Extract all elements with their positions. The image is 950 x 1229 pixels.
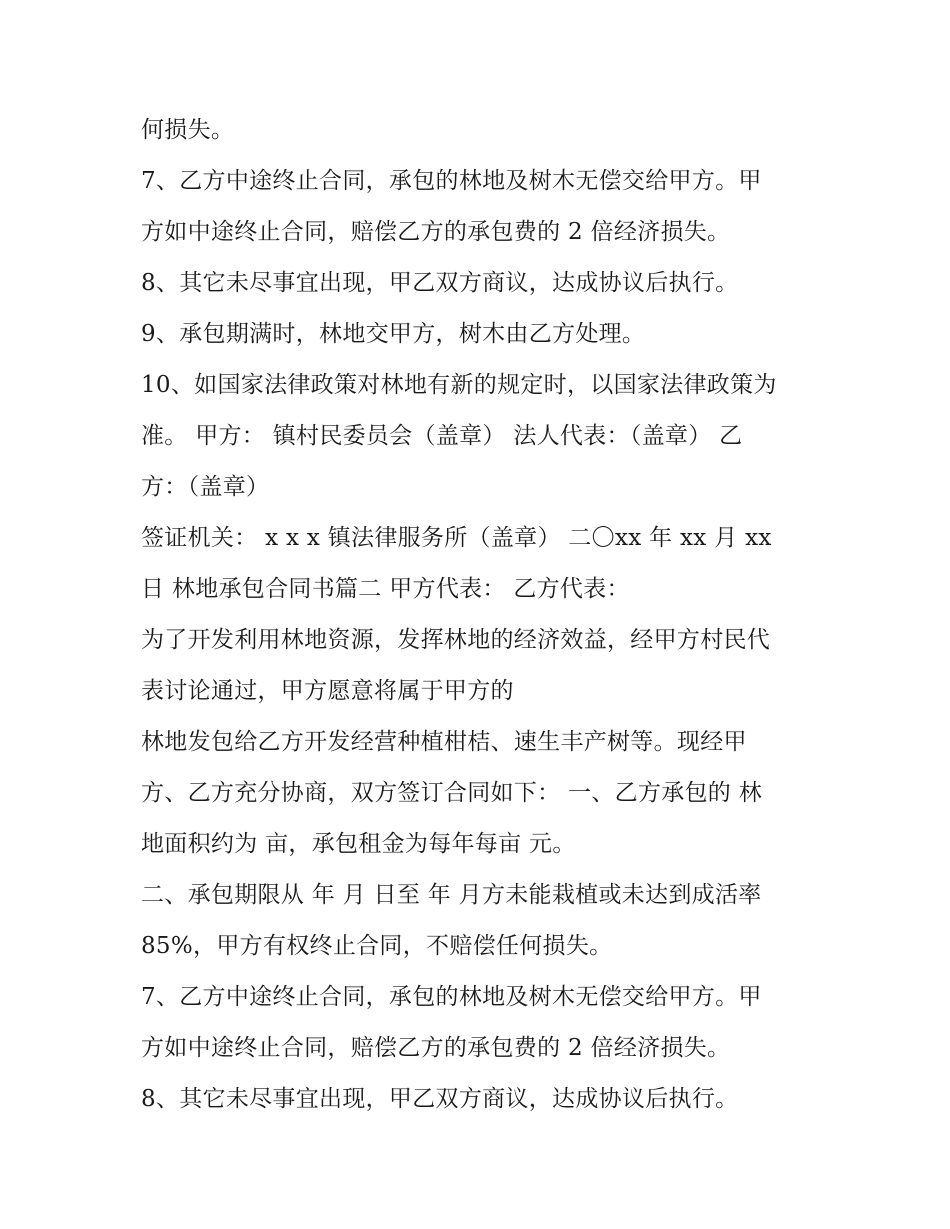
text-line: 8、其它未尽事宜出现，甲乙双方商议，达成协议后执行。	[141, 1086, 739, 1112]
text-line: 日 林地承包合同书篇二 甲方代表： 乙方代表：	[141, 576, 630, 602]
text-line: 地面积约为 亩，承包租金为每年每亩 元。	[141, 831, 576, 857]
text-line: 方如中途终止合同，赔偿乙方的承包费的 2 倍经济损失。	[141, 219, 731, 245]
text-line: 表讨论通过，甲方愿意将属于甲方的	[141, 678, 514, 704]
text-line: 7、乙方中途终止合同，承包的林地及树木无偿交给甲方。甲	[141, 168, 762, 194]
text-line: 方如中途终止合同，赔偿乙方的承包费的 2 倍经济损失。	[141, 1035, 731, 1061]
text-line: 8、其它未尽事宜出现，甲乙双方商议，达成协议后执行。	[141, 270, 739, 296]
text-line: 85%，甲方有权终止合同，不赔偿任何损失。	[141, 933, 613, 959]
text-line: 二、承包期限从 年 月 日至 年 月方未能栽植或未达到成活率	[141, 882, 762, 908]
text-line: 准。 甲方： 镇村民委员会（盖章） 法人代表：（盖章） 乙	[141, 423, 743, 449]
text-line: 9、承包期满时，林地交甲方，树木由乙方处理。	[141, 321, 646, 347]
text-line: 签证机关： x x x 镇法律服务所（盖章） 二〇xx 年 xx 月 xx	[141, 525, 772, 551]
body-text	[141, 105, 841, 1125]
text-line: 7、乙方中途终止合同，承包的林地及树木无偿交给甲方。甲	[141, 984, 762, 1010]
text-line: 林地发包给乙方开发经营种植柑桔、速生丰产树等。现经甲	[141, 729, 747, 755]
text-line: 10、如国家法律政策对林地有新的规定时，以国家法律政策为	[141, 372, 777, 398]
text-line: 方、乙方充分协商，双方签订合同如下： 一、乙方承包的 林	[141, 780, 763, 806]
text-line: 何损失。	[141, 117, 235, 143]
text-line: 方：（盖章）	[141, 474, 270, 500]
text-line: 为了开发利用林地资源，发挥林地的经济效益，经甲方村民代	[141, 627, 771, 653]
